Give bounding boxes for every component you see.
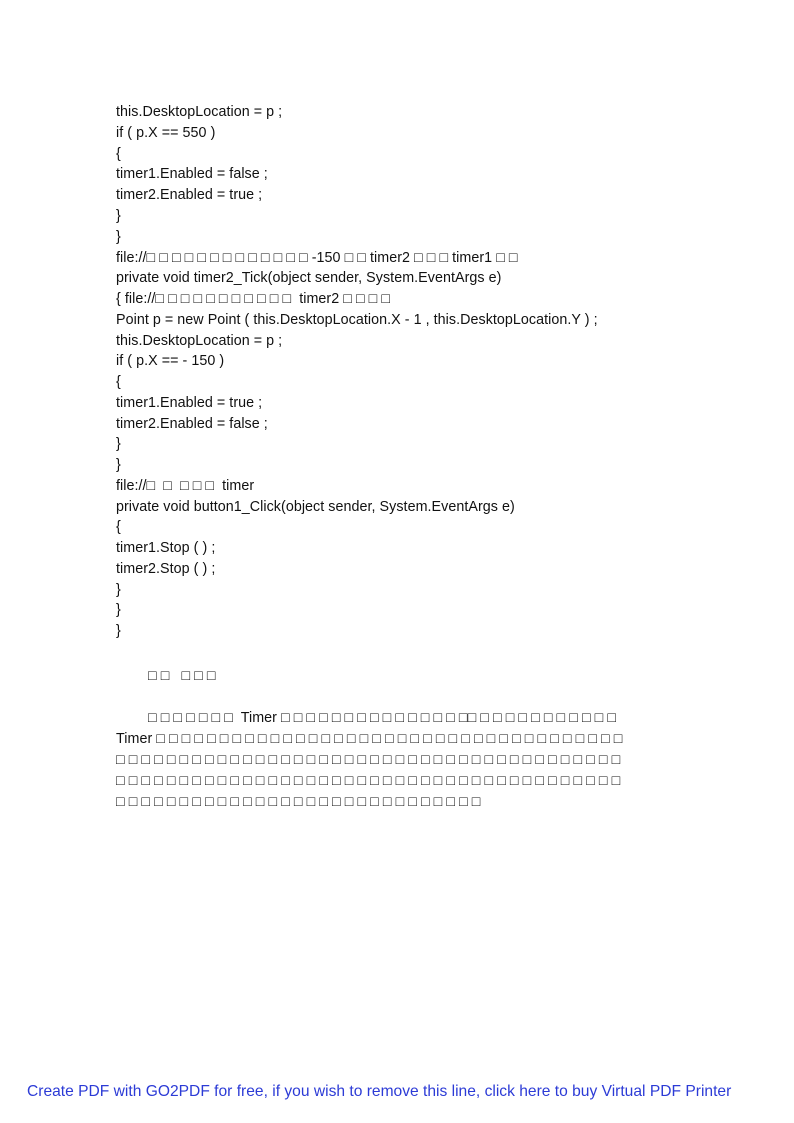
code-line: } <box>116 436 121 452</box>
section-heading: □ □ □ □ □ <box>148 668 216 684</box>
code-line: this.DesktopLocation = p ; <box>116 104 283 120</box>
code-line: timer2.Stop ( ) ; <box>116 561 216 577</box>
code-line: } <box>116 229 121 245</box>
code-line: this.DesktopLocation = p ; <box>116 333 283 349</box>
paragraph-line: □ □ □ □ □ □ □ □ □ □ □ □ □ □ □ □ □ □ □ □ □ □ □ □ □ □ □ □ □ □ □ □ □ □ □ □ □ □ □ □ <box>116 752 621 768</box>
code-line: timer2.Enabled = true ; <box>116 187 263 203</box>
code-line: { <box>116 519 121 535</box>
code-line: } <box>116 582 121 598</box>
go2pdf-banner-link[interactable]: Create PDF with GO2PDF for free, if you wish to remove this line, click here to buy Virtual PDF Printer <box>27 1083 732 1100</box>
code-comment-line: file://□ □ □ □ □ timer <box>116 478 255 494</box>
code-comment-line: file://□ □ □ □ □ □ □ □ □ □ □ □ □ -150 □ □ timer2 □ □ □ timer1 □ □ <box>116 250 518 266</box>
code-line: private void button1_Click(object sender, System.EventArgs e) <box>116 499 515 515</box>
code-comment-line: { file://□ □ □ □ □ □ □ □ □ □ □ timer2 □ □ □ □ <box>116 291 391 307</box>
code-line: } <box>116 208 121 224</box>
paragraph-line: □ □ □ □ □ □ □ □ □ □ □ □ □ □ □ □ □ □ □ □ □ □ □ □ □ □ □ □ □ <box>116 794 481 810</box>
code-line: timer1.Enabled = false ; <box>116 166 268 182</box>
paragraph-line: □ □ □ □ □ □ □ □ □ □ □ □ □ □ □ □ □ □ □ □ □ □ □ □ □ □ □ □ □ □ □ □ □ □ □ □ □ □ □ □ <box>116 773 621 789</box>
paragraph-line: Timer □ □ □ □ □ □ □ □ □ □ □ □ □ □ □ □ □ □ □ □ □ □ □ □ □ □ □ □ □ □ □ □ □ □ □ □ □ <box>116 731 623 747</box>
code-line: if ( p.X == - 150 ) <box>116 353 225 369</box>
code-line: { <box>116 374 121 390</box>
code-line: private void timer2_Tick(object sender, System.EventArgs e) <box>116 270 502 286</box>
code-line: } <box>116 457 121 473</box>
code-line: timer2.Enabled = false ; <box>116 416 268 432</box>
code-line: } <box>116 623 121 639</box>
code-line: { <box>116 146 121 162</box>
code-line: if ( p.X == 550 ) <box>116 125 216 141</box>
code-line: } <box>116 602 121 618</box>
code-line: Point p = new Point ( this.DesktopLocation.X - 1 , this.DesktopLocation.Y ) ; <box>116 312 598 328</box>
code-line: timer1.Enabled = true ; <box>116 395 263 411</box>
paragraph-line: □ □ □ □ □ □ □ Timer □ □ □ □ □ □ □ □ □ □ □ □ □ □ □□ □ □ □ □ □ □ □ □ □ □ □ <box>148 710 617 726</box>
code-line: timer1.Stop ( ) ; <box>116 540 216 556</box>
